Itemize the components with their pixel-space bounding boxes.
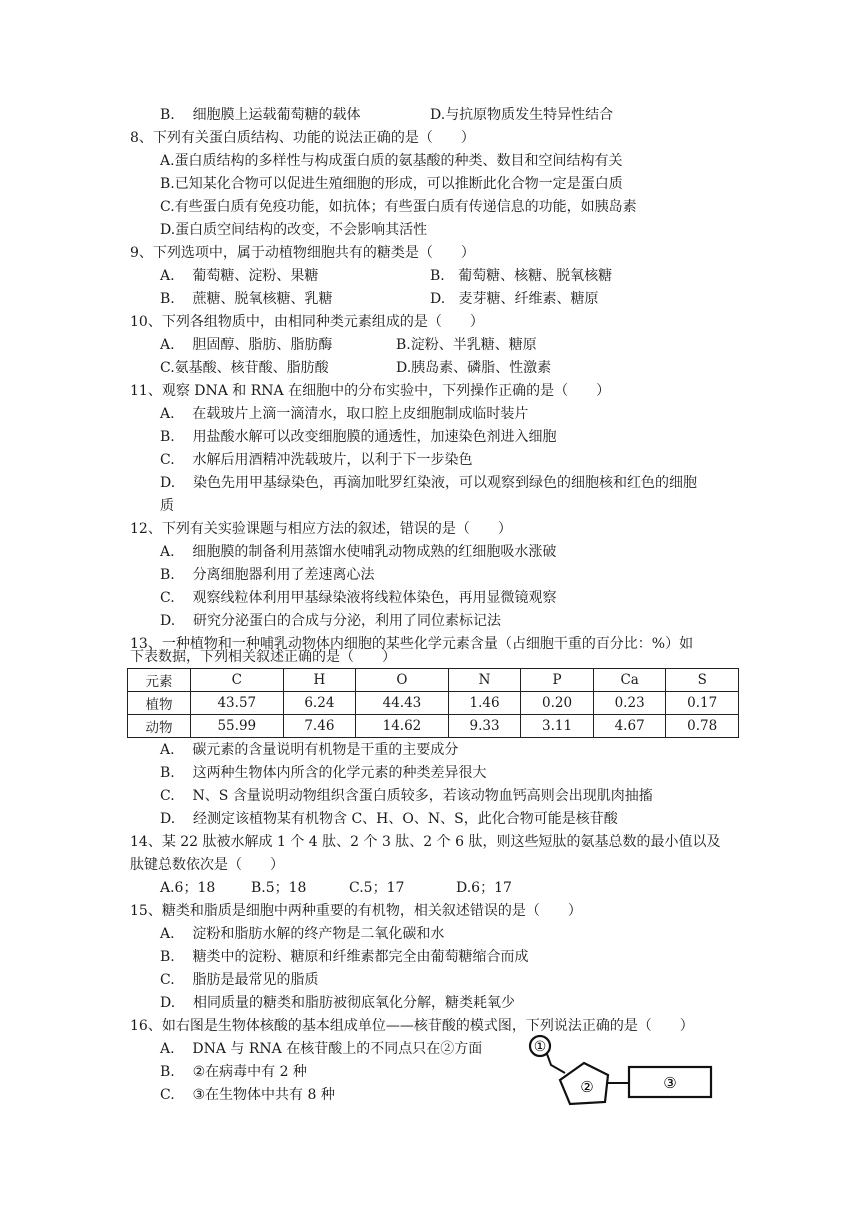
question-14-cont: 肽键总数依次是（ ） bbox=[130, 857, 284, 873]
q9-option-d: D. 麦芽糖、纤维素、糖原 bbox=[430, 291, 599, 307]
question-8: 8、下列有关蛋白质结构、功能的说法正确的是（ ） bbox=[130, 130, 475, 146]
question-10: 10、下列各组物质中，由相同种类元素组成的是（ ） bbox=[130, 314, 484, 330]
q8-option-c: C.有些蛋白质有免疫功能，如抗体；有些蛋白质有传递信息的功能，如胰岛素 bbox=[160, 199, 637, 215]
q11-option-d-cont: 质 bbox=[160, 498, 174, 514]
table-cell: 0.20 bbox=[521, 692, 594, 715]
table-cell: 4.67 bbox=[593, 715, 666, 738]
q15-option-d: D. 相同质量的糖类和脂肪被彻底氧化分解，糖类耗氧少 bbox=[160, 995, 515, 1011]
q10-option-d: D.胰岛素、磷脂、性激素 bbox=[396, 360, 552, 376]
q13-option-c: C. N、S 含量说明动物组织含蛋白质较多，若该动物血钙高则会出现肌肉抽搐 bbox=[160, 788, 653, 804]
table-cell: 7.46 bbox=[283, 715, 356, 738]
q13-option-b: B. 这两种生物体内所含的化学元素的种类差异很大 bbox=[160, 765, 487, 781]
table-cell: 44.43 bbox=[356, 692, 449, 715]
label-3: ③ bbox=[663, 1074, 677, 1092]
connector-line bbox=[547, 1054, 565, 1073]
question-11: 11、观察 DNA 和 RNA 在细胞中的分布实验中，下列操作正确的是（ ） bbox=[130, 383, 611, 399]
table-header-cell: O bbox=[356, 669, 449, 692]
table-header-cell: P bbox=[521, 669, 594, 692]
q11-option-c: C. 水解后用酒精冲洗载玻片，以利于下一步染色 bbox=[160, 452, 473, 468]
q11-option-d: D. 染色先用甲基绿染色，再滴加吡罗红染液，可以观察到绿色的细胞核和红色的细胞 bbox=[160, 475, 697, 491]
table-header-cell: N bbox=[448, 669, 521, 692]
table-header-row bbox=[128, 669, 739, 692]
question-15: 15、糖类和脂质是细胞中两种重要的有机物，相关叙述错误的是（ ） bbox=[130, 903, 582, 919]
q12-option-c: C. 观察线粒体利用甲基绿染液将线粒体染色，再用显微镜观察 bbox=[160, 590, 557, 606]
table-row bbox=[128, 715, 739, 738]
table-cell: 0.78 bbox=[666, 715, 739, 738]
table-cell: 0.17 bbox=[666, 692, 739, 715]
table-cell: 1.46 bbox=[448, 692, 521, 715]
q16-option-a: A. DNA 与 RNA 在核苷酸上的不同点只在②方面 bbox=[160, 1041, 483, 1057]
q7-option-d: D.与抗原物质发生特异性结合 bbox=[430, 107, 614, 123]
question-13: 13、一种植物和一种哺乳动物体内细胞的某些化学元素含量（占细胞干重的百分比：%）如 bbox=[130, 636, 694, 652]
question-16: 16、如右图是生物体核酸的基本组成单位——核苷酸的模式图，下列说法正确的是（ ） bbox=[130, 1018, 694, 1034]
question-12: 12、下列有关实验课题与相应方法的叙述，错误的是（ ） bbox=[130, 521, 512, 537]
table-header-cell: C bbox=[191, 669, 284, 692]
q9-option-b: B. 葡萄糖、核糖、脱氧核糖 bbox=[430, 268, 613, 284]
q13-option-d: D. 经测定该植物某有机物含 C、H、O、N、S，此化合物可能是核苷酸 bbox=[160, 811, 618, 827]
question-14: 14、某 22 肽被水解成 1 个 4 肽、2 个 3 肽、2 个 6 肽，则这些短肽的氨基总数的最小值以及 bbox=[130, 834, 721, 850]
q15-option-c: C. 脂肪是最常见的脂质 bbox=[160, 972, 319, 988]
table-header-cell: H bbox=[283, 669, 356, 692]
q12-option-a: A. 细胞膜的制备利用蒸馏水使哺乳动物成熟的红细胞吸水涨破 bbox=[160, 544, 557, 560]
table-cell: 14.62 bbox=[356, 715, 449, 738]
table-cell: 6.24 bbox=[283, 692, 356, 715]
label-2: ② bbox=[580, 1078, 594, 1096]
q16-option-c: C. ③在生物体中共有 8 种 bbox=[160, 1087, 335, 1103]
q10-option-c: C.氨基酸、核苷酸、脂肪酸 bbox=[160, 360, 329, 376]
q9-option-c: B. 蔗糖、脱氧核糖、乳糖 bbox=[160, 291, 333, 307]
q8-option-a: A.蛋白质结构的多样性与构成蛋白质的氨基酸的种类、数目和空间结构有关 bbox=[160, 153, 623, 169]
q14-option-c: C.5；17 bbox=[349, 880, 405, 896]
nucleotide-diagram bbox=[527, 1034, 713, 1110]
q9-option-a: A. 葡萄糖、淀粉、果糖 bbox=[160, 268, 319, 284]
q14-option-b: B.5；18 bbox=[251, 880, 307, 896]
q12-option-b: B. 分离细胞器利用了差速离心法 bbox=[160, 567, 375, 583]
q14-option-d: D.6；17 bbox=[456, 880, 512, 896]
table-cell: 43.57 bbox=[191, 692, 284, 715]
q8-option-b: B.已知某化合物可以促进生殖细胞的形成，可以推断此化合物一定是蛋白质 bbox=[160, 176, 623, 192]
question-9: 9、下列选项中，属于动植物细胞共有的糖类是（ ） bbox=[130, 245, 475, 261]
q11-option-a: A. 在载玻片上滴一滴清水，取口腔上皮细胞制成临时装片 bbox=[160, 406, 529, 422]
q15-option-a: A. 淀粉和脂肪水解的终产物是二氧化碳和水 bbox=[160, 926, 445, 942]
q8-option-d: D.蛋白质空间结构的改变，不会影响其活性 bbox=[160, 222, 428, 238]
q11-option-b: B. 用盐酸水解可以改变细胞膜的通透性，加速染色剂进入细胞 bbox=[160, 429, 557, 445]
table-cell: 动物 bbox=[128, 715, 191, 738]
question-13-cont: 下表数据，下列相关叙述正确的是（ ） bbox=[130, 649, 396, 665]
q14-option-a: A.6；18 bbox=[160, 880, 216, 896]
table-header-cell: Ca bbox=[593, 669, 666, 692]
q10-option-a: A. 胆固醇、脂肪、脂肪酶 bbox=[160, 337, 333, 353]
element-table bbox=[127, 668, 739, 738]
table-cell: 55.99 bbox=[191, 715, 284, 738]
label-1: ① bbox=[533, 1039, 547, 1055]
table-cell: 3.11 bbox=[521, 715, 594, 738]
table-cell: 0.23 bbox=[593, 692, 666, 715]
q16-option-b: B. ②在病毒中有 2 种 bbox=[160, 1064, 307, 1080]
q7-option-b: B. 细胞膜上运载葡萄糖的载体 bbox=[160, 107, 361, 123]
table-cell: 9.33 bbox=[448, 715, 521, 738]
q12-option-d: D. 研究分泌蛋白的合成与分泌，利用了同位素标记法 bbox=[160, 613, 501, 629]
table-header-cell: S bbox=[666, 669, 739, 692]
q10-option-b: B.淀粉、半乳糖、糖原 bbox=[396, 337, 537, 353]
q15-option-b: B. 糖类中的淀粉、糖原和纤维素都完全由葡萄糖缩合而成 bbox=[160, 949, 529, 965]
table-header-cell: 元素 bbox=[128, 669, 191, 692]
table-cell: 植物 bbox=[128, 692, 191, 715]
table-row bbox=[128, 692, 739, 715]
q13-option-a: A. 碳元素的含量说明有机物是干重的主要成分 bbox=[160, 742, 459, 758]
